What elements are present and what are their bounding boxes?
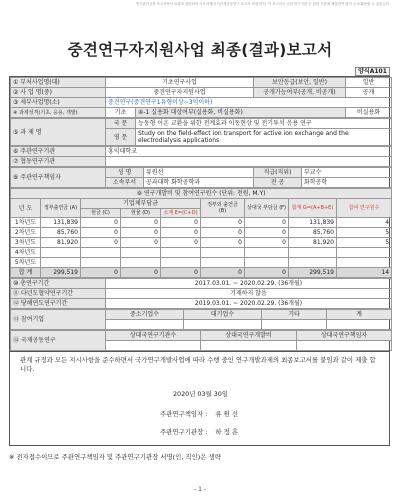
page-title: 중견연구자지원사업 최종(결과)보고서 [67,41,333,59]
cell-cash [81,248,121,258]
value-large [184,320,262,330]
table-row [11,258,392,268]
pi-signature-name: 류 원 선 [215,410,238,418]
header-local-fund: 정부외 출연금 (B) [201,199,245,218]
cell-other [245,248,289,258]
value-multi-year-period: 기재하지 않음 [106,289,392,299]
cell-people: 5 [337,228,392,238]
label-disclosure: 공개가능여부(공개, 비공개) [254,88,346,98]
table-row-total [11,268,392,278]
cell-sub: 0 [161,228,201,238]
submission-date: 2020년 03월 30일 [172,390,229,398]
value-pi-rank: 부교수 [302,168,392,178]
cell-people: 4 [337,218,392,228]
table-row [11,218,392,228]
cell-gov: 131,839 [41,218,81,228]
value-sum [327,320,392,330]
cell-gov: 81,920 [41,238,81,248]
header-people: 참여 연구원수 [337,199,392,218]
label-ministry-program: ① 부처사업명(대) [11,78,106,88]
value-etc [262,320,327,330]
cell-sub: 0 [161,218,201,228]
certification-block [9,348,390,446]
header-sme: 중소기업수 [106,310,184,320]
budget-heading: ⑨ 연구개발비 및 참여연구원수 (단위: 천원, M.Y) [11,189,392,199]
cell-gov: 85,760 [41,228,81,238]
label-pi-rank: 직급(직위) [254,168,302,178]
label-host-institution: ⑥ 주관연구기관 [11,147,106,157]
page-number: - 1 - [194,486,206,493]
cell-people: 5 [337,238,392,248]
cell-total [289,248,337,258]
label-program: ② 사 업 명(중) [11,88,106,98]
cell-local: 0 [201,218,245,228]
cell-total: 299,519 [289,268,337,278]
cell-people [337,258,392,268]
institution-table [10,146,392,167]
header-corp-fund: 기업체부담금 [81,199,201,209]
cell-cash [81,258,121,268]
report-form [9,76,390,352]
cell-kind: 0 [121,268,161,278]
cell-gov [41,258,81,268]
header-etc: 기타 [262,310,327,320]
cell-cash: 0 [81,268,121,278]
participants-table [10,309,392,330]
label-practical-use: ④-1 실용화 대상여부(실용화, 비실용화) [136,108,346,118]
value-practical-use: 비실용화 [346,108,392,118]
cell-year: 2차년도 [11,228,41,238]
label-pi-dept: 소속부서 [106,178,144,188]
value-pi-major: 화학공학 [302,178,392,188]
cell-people: 14 [337,268,392,278]
header-in-kind: 현물 (D) [121,209,161,218]
header-intl-pi: 상대국연구책임자 [297,331,392,341]
cell-kind: 0 [121,218,161,228]
pi-signature-label: 주관연구책임자 : [160,410,208,418]
cell-total: 131,839 [289,218,337,228]
cell-sub: 0 [161,268,201,278]
value-pi-dept: 공과대학 화학공학과 [144,178,254,188]
label-participants: ⑬ 참여기업 [11,310,106,330]
cell-cash: 0 [81,238,121,248]
cell-other [245,258,289,268]
cell-year: 5차년도 [11,258,41,268]
cell-local: 0 [201,228,245,238]
header-gov-fund: 정부출연금 (A) [41,199,81,218]
header-intl-budget: 상대국연구개발비 [201,331,297,341]
basic-info-table [10,77,392,118]
table-row [11,238,392,248]
cell-other: 0 [245,228,289,238]
label-pi: ⑧ 주관연구책임자 [11,168,106,188]
label-international: ⑭ 국제공동연구 [11,331,106,351]
table-row [11,228,392,238]
value-coop-institution [106,157,392,167]
header-year: 년 도 [11,199,41,218]
value-english-title: Study on the field-effect ion transport for active ion exchange and the electrodialysis applications [136,129,392,146]
cell-local [201,258,245,268]
value-current-period: 2019.03.01. ~ 2020.02.29. (36개월) [106,299,392,309]
cell-kind [121,248,161,258]
cell-local [201,248,245,258]
cell-kind: 0 [121,228,161,238]
header-intl-orgs: 상대국연구기관수 [106,331,201,341]
value-security: 일반 [346,78,392,88]
label-current-period: ⑫ 당해연도연구기간 [11,299,106,309]
period-table [10,278,392,309]
cell-sub: 0 [161,238,201,248]
header-cash: 현금 (C) [81,209,121,218]
label-project-type: ④ 과제성격(기초, 응용, 개발) [11,108,106,118]
budget-table [10,188,392,278]
cell-year: 1차년도 [11,218,41,228]
table-row [11,248,392,258]
signature-note: ※ 전자접수이므로 주관연구책임자 및 주관연구기관장 서명(인, 직인)은 생략 [9,453,221,461]
label-sub-program: ③ 세부사업명(소) [11,98,106,108]
cell-total [289,258,337,268]
cell-cash: 0 [81,218,121,228]
cell-other: 0 [245,218,289,228]
project-name-table [10,118,392,146]
value-project-type: 기초 [106,108,136,118]
header-total: 합계 G=(A+B+E) [289,199,337,218]
value-pi-name: 류원선 [144,168,254,178]
cell-sub [161,258,201,268]
label-project-name: ⑤ 과 제 명 [11,119,106,146]
label-multi-year-period: ⑪ 다년도협약연구기간 [11,289,106,299]
cell-total: 85,760 [289,228,337,238]
pi-signature-line [160,410,238,419]
head-signature-name: 하 정 훈 [215,428,238,436]
pi-table [10,167,392,188]
label-coop-institution: ⑦ 협동연구기관 [11,157,106,167]
label-english: 영 문 [106,129,136,146]
header-note: 연구관리규정 보고서작성 요령과 관련되어 국가과제/국가과제공동연구 보고서 작성 양식. 이 보고서는 주관 연구기관 등 관련 기관에 제출하여 평가 등에 활용할 수 있습니다. [135,2,390,6]
head-signature-line [160,428,238,437]
header-other-fund: 상대국 부담금 (F) [245,199,289,218]
value-sme [106,320,184,330]
cell-cash: 0 [81,228,121,238]
cell-year: 3차년도 [11,238,41,248]
cell-kind: 0 [121,238,161,248]
cell-people [337,248,392,258]
cell-other: 0 [245,268,289,278]
label-korean: 국 문 [106,119,136,129]
head-signature-label: 주관연구기관장 : [160,428,208,436]
value-ministry-program: 기초연구사업 [106,78,254,88]
value-host-institution: 홍익대학교 [106,147,392,157]
cell-other: 0 [245,238,289,248]
header-sum: 계 [327,310,392,320]
cell-year: 4차년도 [11,248,41,258]
value-disclosure: 공개 [346,88,392,98]
label-pi-name: 성 명 [106,168,144,178]
cell-sub [161,248,201,258]
cell-gov [41,248,81,258]
label-pi-major: 전 공 [254,178,302,188]
value-program: 중견연구자지원사업 [106,88,254,98]
value-total-period: 2017.03.01. ~ 2020.02.29. (36개월) [106,279,392,289]
form-number: 양식A101 [355,67,390,76]
cell-local: 0 [201,238,245,248]
header-large: 대기업수 [184,310,262,320]
certification-text: 관계 규정과 모든 지시사항을 준수하면서 국가연구개발사업에 따라 수행 중인 연구개발과제의 최종보고서를 붙임과 같이 제출 합니다. [20,356,376,373]
cell-local: 0 [201,268,245,278]
value-korean-title: 능동형 이온 교환을 위한 전계효과 이동현상 및 전기투석 응용 연구 [136,119,392,129]
header-subtotal: 소계 E=(C+D) [161,209,201,218]
cell-year: 합 계 [11,268,41,278]
label-security: 보안등급(보안, 일반) [254,78,346,88]
label-total-period: ⑩ 총연구기간 [11,279,106,289]
value-sub-program: 중견연구(중견연구1유형이상~3억이하) [106,98,392,108]
cell-gov: 299,519 [41,268,81,278]
cell-total: 81,920 [289,238,337,248]
cell-kind [121,258,161,268]
